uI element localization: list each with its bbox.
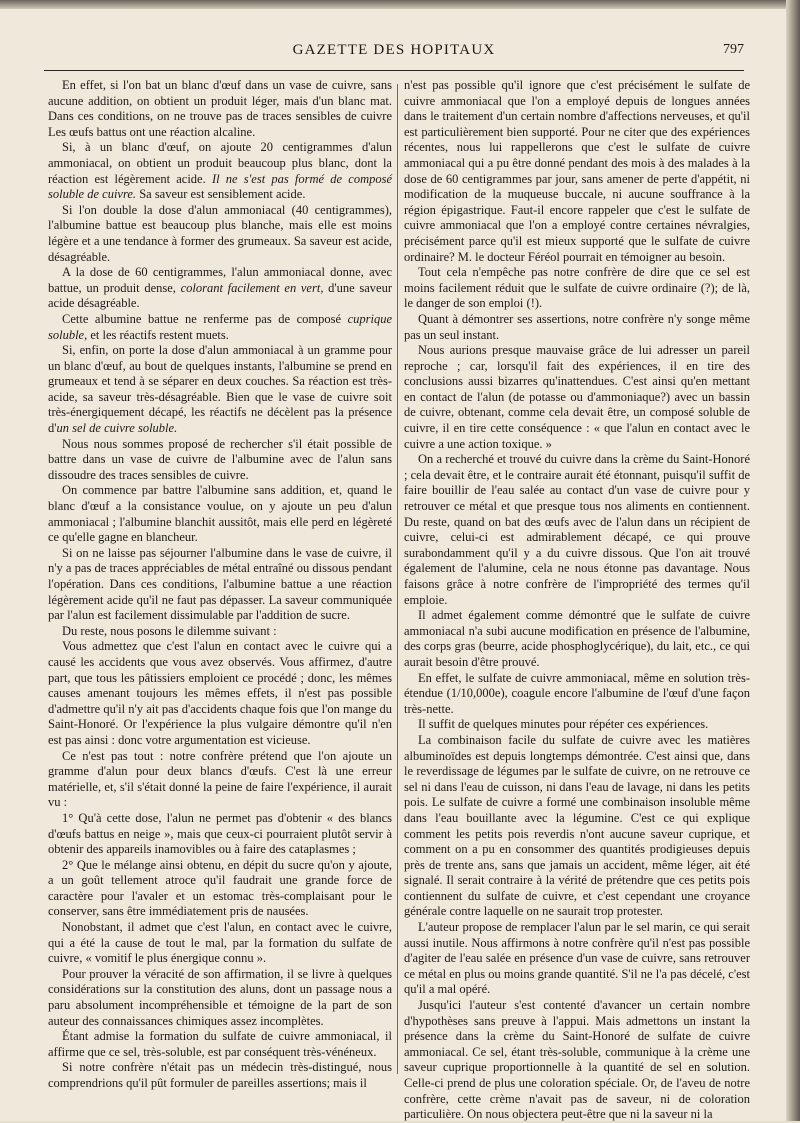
paragraph-text: La combinaison facile du sulfate de cuivre avec les matières albuminoïdes est depuis longtemps démontrée. C'est ainsi que, dans le reverdissage de légumes par le sulfate de cuivre, on ne retrouve ce sel ni dans l'eau de cuisson, ni dans l'eau de lavage, ni dans les petits pois. Le sulfate de cuivre a formé une combinaison insoluble même dans l'eau bouillante avec la légumine. C'est ce qui explique comment les petits pois reverdis n'ont aucune saveur cuprique, et comment on a pu en consommer des quantités prodigieuses depuis près de trente ans, sans que jamais un accident, même léger, ait été signalé. Il serait contraire à la vérité de prétendre que ces petits pois contiennent du sulfate de cuivre, et c'est cependant une croyance générale contre laquelle on ne saurait trop protester. xyxy=(404,732,750,919)
paragraph xyxy=(48,140,392,202)
paragraph xyxy=(404,608,750,670)
paragraph xyxy=(404,452,750,608)
paragraph-text: 2° Que le mélange ainsi obtenu, en dépit du sucre qu'on y ajoute, a un goût tellement atroce qu'il faudrait une grande force de caractère pour l'avaler et un estomac très-complaisant pour le conserver, sans être immédiatement pris de nausées. xyxy=(48,857,392,919)
paragraph-text: Nonobstant, il admet que c'est l'alun, en contact avec le cuivre, qui a été la cause de tout le mal, par la formation du sulfate de cuivre, « vomitif le plus énergique connu ». xyxy=(48,920,392,966)
paragraph-text: d'une saveur acide désagréable. xyxy=(48,280,392,311)
italic-phrase: cuprique soluble, xyxy=(48,311,392,342)
paragraph-text: Nous aurions presque mauvaise grâce de lui adresser un pareil reproche ; car, lorsqu'il fait des expériences, il en tire des conclusions aussi bizarres qu'inattendues. C'est ainsi qu'en mettant en contact de l'alun (de potasse ou d'ammoniaque?) avec un bassin de cuivre, obtenant, comme cela devait être, un composé soluble de cuivre, il en tire cette conséquence : « que l'alun en contact avec le cuivre a une action toxique. » xyxy=(404,343,750,451)
right-column xyxy=(404,78,750,1123)
paragraph xyxy=(404,265,750,312)
paragraph xyxy=(48,78,392,140)
running-header xyxy=(44,42,744,66)
page-top-edge xyxy=(0,0,800,9)
paragraph-text: Nous nous sommes proposé de rechercher s'il était possible de battre dans un vase de cuivre de l'albumine avec de l'alun sans dissoudre des traces sensibles de cuivre. xyxy=(48,436,392,482)
paragraph-text: Il suffit de quelques minutes pour répéter ces expériences. xyxy=(418,717,709,732)
left-column xyxy=(48,78,392,1092)
page-number: 797 xyxy=(723,42,744,57)
paragraph-text: A la dose de 60 centigrammes, l'alun ammoniacal donne, avec battue, un produit dense, xyxy=(48,265,392,295)
paragraph xyxy=(48,639,392,748)
italic-phrase: un sel de cuivre soluble. xyxy=(56,421,178,436)
paragraph xyxy=(404,312,750,343)
paragraph xyxy=(48,265,392,312)
paragraph-text: 1° Qu'à cette dose, l'alun ne permet pas d'obtenir « des blancs d'œufs battus en neige », mais que ceux-ci pourraient plutôt servir à obtenir des appareils inamovibles ou à faire des cataplasmes ; xyxy=(48,810,392,857)
italic-phrase: colorant facilement en vert, xyxy=(180,280,324,295)
paragraph xyxy=(48,437,392,484)
paragraph xyxy=(404,671,750,718)
paragraph-text: On a recherché et trouvé du cuivre dans la crème du Saint-Honoré ; cela devait être, et le contraire aurait été étonnant, puisqu'il suffit de faire bouillir de l'eau salée au contact d'un vase de cuivre pour y retrouver ce métal et que presque tous nos aliments en contiennent. Du reste, quand on bat des œufs avec de l'alun dans un récipient de cuivre, celui-ci est admirablement décapé, ce qui prouve surabondamment qu'il y a du cuivre dissous. Que l'on ait trouvé également de l'alumine, cela ne nous étonne pas davantage. Nous faisons grâce à notre confrère de l'impropriété des termes qu'il emploie. xyxy=(404,452,750,607)
paragraph-text: En effet, si l'on bat un blanc d'œuf dans un vase de cuivre, sans aucune addition, on obtient un produit léger, mais d'un blanc mat. Dans ces conditions, on ne trouve pas de traces sensibles de cuivre Les œufs battus ont une réaction alcaline. xyxy=(48,78,392,139)
paragraph xyxy=(404,343,750,452)
paragraph-text: Tout cela n'empêche pas notre confrère de dire que ce sel est moins facilement réduit que le sulfate de cuivre ordinaire (?); de là, le danger de son emploi (!). xyxy=(404,265,750,311)
paragraph-text: Si, à un blanc d'œuf, on ajoute 20 centigrammes d'alun ammoniacal, on obtient un produit beaucoup plus blanc, dont la réaction est légèrement acide. xyxy=(48,140,392,186)
paragraph-text: Si notre confrère n'était pas un médecin très-distingué, nous comprendrions qu'il pût formuler de pareilles assertions; mais il xyxy=(48,1060,392,1090)
paragraph xyxy=(404,78,750,265)
paragraph-text: Du reste, nous posons le dilemme suivant : xyxy=(62,623,277,638)
paragraph-text: Pour prouver la véracité de son affirmation, il se livre à quelques considérations sur la constitution des aluns, dont un passage nous a paru absolument incompréhensible et témoigne de la part de son auteur des connaissances chimiques assez incomplètes. xyxy=(48,966,392,1028)
paragraph xyxy=(404,733,750,920)
paragraph xyxy=(48,1060,392,1091)
page-binding-edge xyxy=(786,0,800,1121)
paragraph xyxy=(48,1029,392,1060)
paragraph-text: On commence par battre l'albumine sans addition, et, quand le blanc d'œuf a la consistance voulue, on y ajoute un peu d'alun ammoniacal ; l'albumine blanchit aussitôt, mais elle perd en légèreté ce qu'elle gagne en blancheur. xyxy=(48,483,392,545)
paragraph-text: Sa saveur est sensiblement acide. xyxy=(136,187,306,202)
paragraph-text: Si on ne laisse pas séjourner l'albumine dans le vase de cuivre, il n'y a pas de traces appréciables de métal entraîné ou dissous pendant l'opération. Dans ces conditions, l'albumine battue a une réaction légèrement acide qu'il ne faut pas dépasser. La saveur communiquée par l'alun est facilement dissimulable par l'addition de sucre. xyxy=(48,545,392,623)
paragraph-text: et les réactifs restent muets. xyxy=(87,327,229,342)
paragraph-text: Vous admettez que c'est l'alun en contact avec le cuivre qui a causé les accidents que vous avez observés. Vous affirmez, d'autre part, que tous les pâtissiers emploient ce procédé ; donc, les mêmes causes amenant toujours les mêmes effets, il n'est pas possible d'admettre qu'il n'y ait pas d'accidents chaque fois que l'on mange du Saint-Honoré. Or l'expérience la plus vulgaire démontre qu'il n'en est pas ainsi : donc votre argumentation est vicieuse. xyxy=(48,639,392,747)
paragraph xyxy=(48,858,392,920)
paragraph-text: Étant admise la formation du sulfate de cuivre ammoniacal, il affirme que ce sel, très-soluble, est par conséquent très-vénéneux. xyxy=(48,1029,392,1059)
journal-title: GAZETTE DES HOPITAUX xyxy=(292,42,496,58)
italic-phrase: Il ne s'est pas formé de composé soluble de cuivre. xyxy=(48,171,393,202)
paragraph xyxy=(48,920,392,967)
paragraph xyxy=(48,811,392,858)
paragraph xyxy=(404,920,750,998)
paragraph xyxy=(48,203,392,265)
paragraph xyxy=(404,717,750,733)
paragraph-text: Jusqu'ici l'auteur s'est contenté d'avancer un certain nombre d'hypothèses sans preuve à l'appui. Mais admettons un instant la présence dans la crème du Saint-Honoré de sulfate de cuivre ammoniacal. Ce sel, étant très-soluble, communique à la crème une saveur cuprique proportionnelle à la quantité de sel en solution. Celle-ci prend de plus une coloration spéciale. Or, de l'aveu de notre confrère, cette crème n'avait pas de saveur, ni de coloration particulière. On nous objectera peut-être que ni la saveur ni la xyxy=(404,998,750,1122)
paragraph-text: Si, enfin, on porte la dose d'alun ammoniacal à un gramme pour un blanc d'œuf, au bout de quelques instants, l'albumine se prend en grumeaux et tend à se séparer en deux couches. Sa réaction est très-acide, sa saveur très-désagréable. Bien que le vase de cuivre soit très-énergiquement décapé, les réactifs ne décèlent pas la présence d' xyxy=(48,343,392,436)
paragraph-text: Si l'on double la dose d'alun ammoniacal (40 centigrammes), l'albumine battue est beaucoup plus blanche, mais elle est moins légère et a une tendance à former des grumeaux. Sa saveur est acide, désagréable. xyxy=(48,202,392,264)
paragraph-text: Ce n'est pas tout : notre confrère prétend que l'on ajoute un gramme d'alun pour deux blancs d'œufs. C'est là une erreur matérielle, et, s'il s'était donné la peine de faire l'expérience, il aurait vu : xyxy=(48,748,392,810)
paragraph xyxy=(48,967,392,1029)
paragraph xyxy=(48,546,392,624)
paragraph xyxy=(48,749,392,811)
column-divider xyxy=(397,84,398,1074)
header-rule xyxy=(44,70,744,71)
paragraph xyxy=(48,483,392,545)
paragraph xyxy=(48,624,392,640)
paragraph-text: Il admet également comme démontré que le sulfate de cuivre ammoniacal n'a subi aucune modification en présence de l'albumine, des corps gras (beurre, acide phosphoglycérique), du lait, etc., ce qui aurait besoin d'être prouvé. xyxy=(404,608,750,669)
paragraph-text: L'auteur propose de remplacer l'alun par le sel marin, ce qui serait aussi inutile. Nous affirmons à notre confrère qu'il n'est pas possible d'agiter de l'eau salée en présence d'un vase de cuivre, sans retrouver ce métal en plus ou moins grande quantité. S'il ne l'a pas décelé, c'est qu'il a mal opéré. xyxy=(404,920,750,997)
paragraph xyxy=(404,998,750,1123)
paragraph-text: Quant à démontrer ses assertions, notre confrère n'y songe même pas un seul instant. xyxy=(404,311,750,342)
paragraph xyxy=(48,343,392,437)
paragraph-text: En effet, le sulfate de cuivre ammoniacal, même en solution très-étendue (1/10,000e), coagule encore l'albumine de l'œuf d'une façon très-nette. xyxy=(404,670,750,716)
paragraph xyxy=(48,312,392,343)
paragraph-text: Cette albumine battue ne renferme pas de composé xyxy=(62,311,348,326)
paragraph-text: n'est pas possible qu'il ignore que c'est précisément le sulfate de cuivre ammoniacal que l'on a employé depuis de longues années dans le traitement d'un certain nombre d'affections nerveuses, et qu'il est particulièrement bien supporté. Pour ne citer que des expériences récentes, nous lui rappellerons que c'est le sulfate de cuivre ammoniacal qui a pu être donné pendant des mois à des malades à la dose de 60 centigrammes par jour, sans amener de perte d'appétit, ni modification de la muqueuse buccale, ni aucune souffrance à la région épigastrique. Faut-il encore rappeler que c'est le sulfate de cuivre ammoniacal que l'on a employé contre certaines névralgies, précisément parce qu'il est mieux supporté que le sulfate de cuivre ordinaire? M. le docteur Féréol pourrait en témoigner au besoin. xyxy=(404,78,750,264)
